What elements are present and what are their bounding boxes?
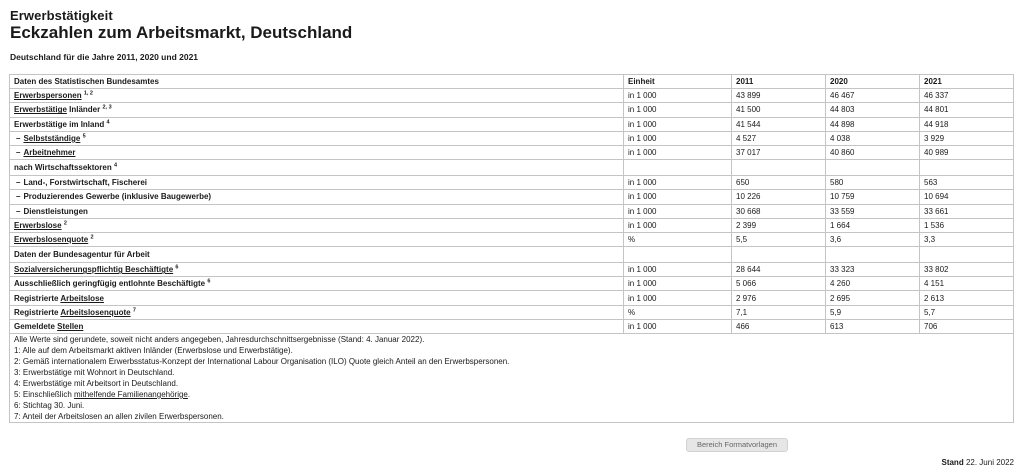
unit-cell: in 1 000: [624, 145, 732, 159]
unit-cell: in 1 000: [624, 291, 732, 305]
row-label-text: Erwerbstätige im Inland: [14, 119, 105, 129]
note-4: 4: Erwerbstätige mit Arbeitsort in Deutschland.: [14, 379, 179, 388]
unit-cell: in 1 000: [624, 277, 732, 291]
note-intro: Alle Werte sind gerundete, soweit nicht anders angegeben, Jahresdurchschnittsergebnisse (Stand: 4. Januar 2022).: [14, 335, 425, 344]
value-2021-cell: 706: [920, 319, 1014, 333]
footnote-ref: 7: [132, 307, 136, 314]
footnote-ref: 2: [90, 234, 94, 241]
row-label-cell: [10, 291, 624, 305]
indent-dash-icon: –: [16, 178, 21, 188]
empty-cell: [920, 160, 1014, 176]
table-body: [10, 75, 1014, 334]
value-2011-cell: 41 500: [732, 103, 826, 117]
notes-cell: [10, 334, 1014, 423]
row-label-cell: [10, 160, 624, 176]
row-label-text: Ausschließlich geringfügig entlohnte Beschäftigte: [14, 279, 206, 289]
page-kicker: Erwerbstätigkeit: [10, 8, 113, 23]
note-5-link[interactable]: mithelfende Familienangehörige: [74, 390, 188, 399]
footer-stand: [941, 458, 1014, 467]
value-2021-cell: 33 661: [920, 204, 1014, 218]
column-header-2011: 2011: [732, 75, 826, 89]
value-2021-cell: 3 929: [920, 131, 1014, 145]
value-2011-cell: 7,1: [732, 305, 826, 319]
value-2011-cell: 650: [732, 176, 826, 190]
table-row: [10, 190, 1014, 204]
row-label-text: Land-, Forstwirtschaft, Fischerei: [23, 178, 148, 188]
empty-cell: [826, 160, 920, 176]
footnote-ref: 6: [175, 264, 179, 271]
row-term-link[interactable]: Erwerbspersonen: [14, 91, 82, 101]
unit-cell: in 1 000: [624, 319, 732, 333]
table-header-row: [10, 75, 1014, 89]
table-row: [10, 145, 1014, 159]
value-2020-cell: 4 038: [826, 131, 920, 145]
footnote-ref: 4: [113, 162, 118, 169]
table-row: [10, 305, 1014, 319]
row-term-link[interactable]: Erwerbstätige: [14, 105, 67, 115]
value-2020-cell: 33 559: [826, 204, 920, 218]
note-5-text: 5: Einschließlich: [14, 390, 75, 399]
column-header-unit: Einheit: [624, 75, 732, 89]
row-label-cell: [10, 190, 624, 204]
value-2011-cell: 5,5: [732, 232, 826, 246]
note-6: 6: Stichtag 30. Juni.: [14, 401, 85, 410]
value-2020-cell: 580: [826, 176, 920, 190]
indent-dash-icon: –: [16, 148, 21, 158]
row-term-link[interactable]: Arbeitnehmer: [23, 148, 76, 158]
row-term-link[interactable]: Sozialversicherungspflichtig Beschäftigte: [14, 265, 174, 275]
value-2020-cell: 10 759: [826, 190, 920, 204]
value-2011-cell: 30 668: [732, 204, 826, 218]
row-label-text: Gemeldete: [14, 321, 58, 331]
value-2021-cell: 10 694: [920, 190, 1014, 204]
value-2011-cell: 37 017: [732, 145, 826, 159]
value-2021-cell: 33 802: [920, 263, 1014, 277]
value-2020-cell: 33 323: [826, 263, 920, 277]
value-2020-cell: 1 664: [826, 218, 920, 232]
footnote-ref: 5: [82, 133, 86, 140]
row-label-cell: [10, 218, 624, 232]
value-2021-cell: 2 613: [920, 291, 1014, 305]
table-section-row: [10, 160, 1014, 176]
value-2020-cell: 2 695: [826, 291, 920, 305]
value-2021-cell: 3,3: [920, 232, 1014, 246]
row-label-cell: [10, 305, 624, 319]
unit-cell: %: [624, 305, 732, 319]
table-row: [10, 218, 1014, 232]
note-5-end: .: [187, 390, 191, 399]
value-2021-cell: 1 536: [920, 218, 1014, 232]
unit-cell: in 1 000: [624, 218, 732, 232]
footnote-ref: 4: [106, 119, 110, 125]
table-row: [10, 204, 1014, 218]
indent-dash-icon: –: [16, 206, 21, 216]
unit-cell: in 1 000: [624, 176, 732, 190]
row-label-cell: [10, 319, 624, 333]
table-row: [10, 176, 1014, 190]
empty-cell: [920, 247, 1014, 263]
note-2: 2: Gemäß internationalem Erwerbsstatus-Konzept der International Labour Organisation (ILO) Quote gleich Anteil an den Erwerbspersonen.: [14, 357, 510, 366]
empty-cell: [624, 160, 732, 176]
row-label-cell: [10, 263, 624, 277]
row-label-cell: [10, 232, 624, 246]
row-label-cell: [10, 145, 624, 159]
row-label-text: Dienstleistungen: [23, 206, 88, 216]
row-label-suffix: Inländer: [66, 105, 101, 115]
row-label-cell: [10, 176, 624, 190]
value-2011-cell: 466: [732, 319, 826, 333]
row-label-text: Registrierte: [14, 307, 61, 317]
row-label-cell: [10, 89, 624, 103]
value-2020-cell: 613: [826, 319, 920, 333]
table-row: [10, 319, 1014, 333]
footnote-ref: 2, 3: [102, 104, 112, 111]
table-row: [10, 103, 1014, 117]
column-header-2020: 2020: [826, 75, 920, 89]
value-2021-cell: 44 801: [920, 103, 1014, 117]
value-2020-cell: 3,6: [826, 232, 920, 246]
footnote-ref: 2: [63, 220, 67, 227]
row-term-link[interactable]: Stellen: [57, 321, 84, 331]
note-7: 7: Anteil der Arbeitslosen an allen zivilen Erwerbspersonen.: [14, 412, 224, 421]
row-term-link[interactable]: Erwerbslosenquote: [14, 234, 89, 244]
unit-cell: in 1 000: [624, 190, 732, 204]
value-2020-cell: 46 467: [826, 89, 920, 103]
row-label-cell: [10, 117, 624, 131]
value-2020-cell: 44 803: [826, 103, 920, 117]
table-row: [10, 131, 1014, 145]
notes-row: [10, 334, 1014, 423]
unit-cell: in 1 000: [624, 131, 732, 145]
row-label-text: nach Wirtschaftssektoren: [14, 163, 112, 173]
page-subtitle: Deutschland für die Jahre 2011, 2020 und 2021: [10, 52, 199, 62]
value-2021-cell: 4 151: [920, 277, 1014, 291]
empty-cell: [624, 247, 732, 263]
row-term-link[interactable]: Arbeitslosenquote: [60, 307, 131, 317]
labour-market-table: [9, 74, 1014, 423]
value-2020-cell: 44 898: [826, 117, 920, 131]
note-3: 3: Erwerbstätige mit Wohnort in Deutschland.: [14, 368, 175, 377]
footnote-ref: 1, 2: [83, 90, 93, 97]
unit-cell: in 1 000: [624, 103, 732, 117]
value-2021-cell: 46 337: [920, 89, 1014, 103]
row-label-cell: [10, 204, 624, 218]
value-2021-cell: 44 918: [920, 117, 1014, 131]
unit-cell: in 1 000: [624, 263, 732, 277]
unit-cell: in 1 000: [624, 89, 732, 103]
table-notes: [10, 334, 1014, 423]
format-styles-tooltip-button[interactable]: Bereich Formatvorlagen: [686, 438, 788, 452]
value-2020-cell: 5,9: [826, 305, 920, 319]
unit-cell: %: [624, 232, 732, 246]
stand-date: 22. Juni 2022: [965, 458, 1014, 467]
value-2011-cell: 41 544: [732, 117, 826, 131]
table-row: [10, 277, 1014, 291]
value-2011-cell: 2 399: [732, 218, 826, 232]
table-row: [10, 117, 1014, 131]
row-label-cell: [10, 103, 624, 117]
value-2020-cell: 4 260: [826, 277, 920, 291]
value-2020-cell: 40 860: [826, 145, 920, 159]
value-2011-cell: 5 066: [732, 277, 826, 291]
note-1: 1: Alle auf dem Arbeitsmarkt aktiven Inländer (Erwerbslose und Erwerbstätige).: [14, 346, 293, 355]
value-2011-cell: 28 644: [732, 263, 826, 277]
unit-cell: in 1 000: [624, 117, 732, 131]
value-2021-cell: 40 989: [920, 145, 1014, 159]
value-2021-cell: 563: [920, 176, 1014, 190]
page-title: Eckzahlen zum Arbeitsmarkt, Deutschland: [10, 23, 353, 42]
value-2011-cell: 10 226: [732, 190, 826, 204]
table-row: [10, 232, 1014, 246]
value-2011-cell: 43 899: [732, 89, 826, 103]
row-label-cell: [10, 247, 624, 263]
indent-dash-icon: –: [16, 133, 21, 143]
note-5: [14, 389, 1009, 400]
empty-cell: [732, 160, 826, 176]
row-label-text: Produzierendes Gewerbe (inklusive Baugewerbe): [23, 192, 212, 202]
value-2011-cell: 4 527: [732, 131, 826, 145]
value-2011-cell: 2 976: [732, 291, 826, 305]
stand-label: Stand: [941, 458, 964, 467]
row-term-link[interactable]: Selbstständige: [23, 133, 81, 143]
table-row: [10, 291, 1014, 305]
row-label-text: Registrierte: [14, 293, 61, 303]
footnote-ref: 6: [207, 278, 211, 285]
table-section-row: [10, 247, 1014, 263]
empty-cell: [826, 247, 920, 263]
empty-cell: [732, 247, 826, 263]
column-header-2021: 2021: [920, 75, 1014, 89]
row-term-link[interactable]: Arbeitslose: [60, 293, 104, 303]
column-header-label: Daten des Statistischen Bundesamtes: [10, 75, 624, 89]
unit-cell: in 1 000: [624, 204, 732, 218]
value-2021-cell: 5,7: [920, 305, 1014, 319]
row-label-cell: [10, 277, 624, 291]
row-term-link[interactable]: Erwerbslose: [14, 220, 62, 230]
row-label-cell: [10, 131, 624, 145]
row-label-text: Daten der Bundesagentur für Arbeit: [14, 250, 150, 260]
table-row: [10, 89, 1014, 103]
indent-dash-icon: –: [16, 192, 21, 202]
table-row: [10, 263, 1014, 277]
